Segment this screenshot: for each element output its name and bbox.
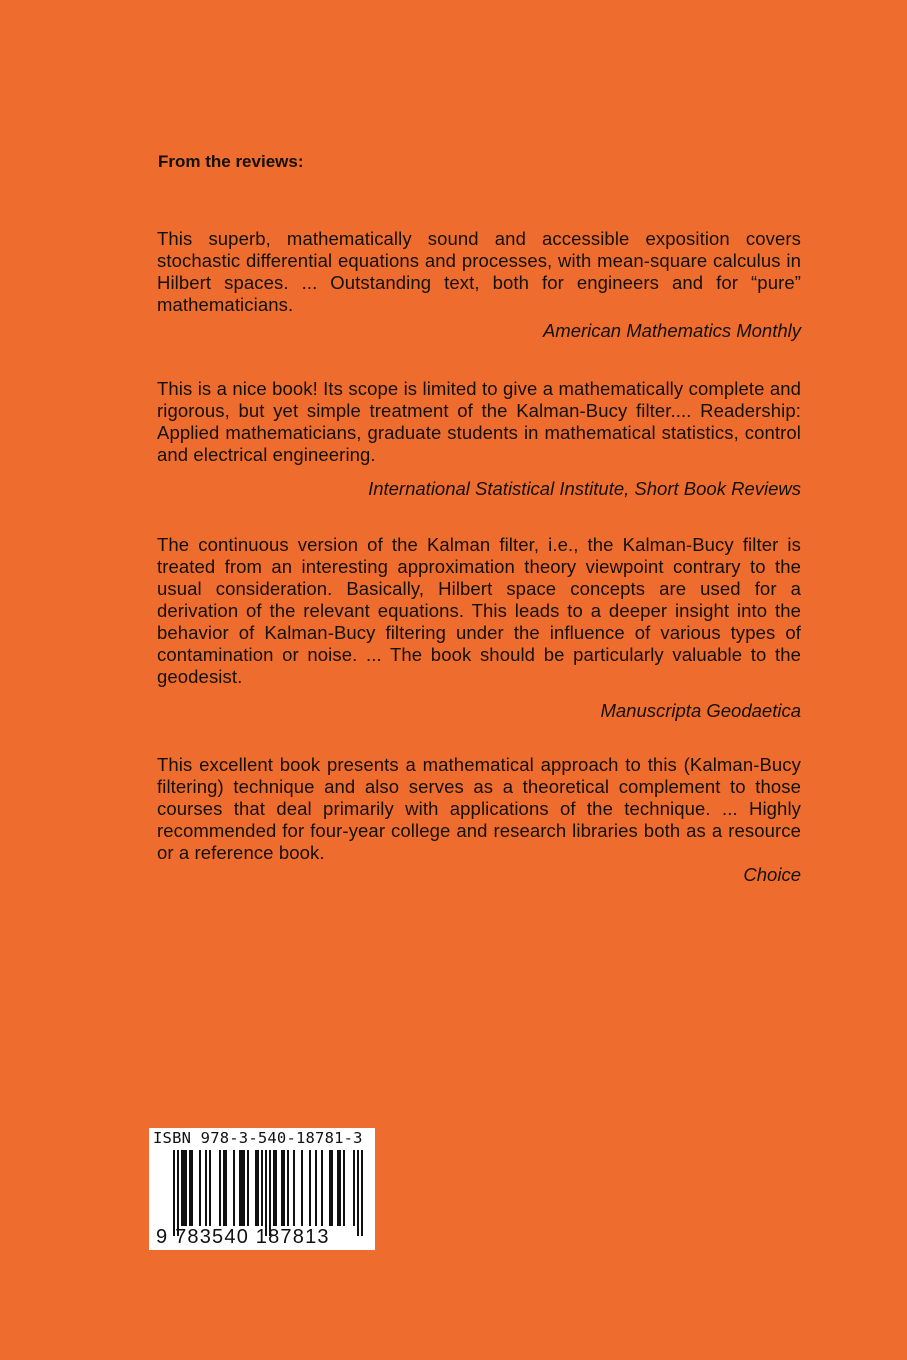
barcode-bar (205, 1150, 207, 1226)
review-source: International Statistical Institute, Short Book Reviews (368, 478, 801, 499)
barcode-bar (199, 1150, 201, 1226)
review-item (157, 534, 801, 722)
barcode-bar (223, 1150, 225, 1226)
barcode-bar (315, 1150, 317, 1226)
barcode-bar (337, 1150, 339, 1226)
barcode-bar (261, 1150, 263, 1226)
review-source: American Mathematics Monthly (542, 320, 801, 341)
barcode-bar (287, 1150, 289, 1226)
barcode-bar (183, 1150, 185, 1226)
barcode-bar (293, 1150, 295, 1226)
barcode-bar (209, 1150, 211, 1226)
review-item (157, 228, 801, 342)
review-text: This superb, mathematically sound and accessible exposition covers stochastic differential equations and processes, with mean-square calculus in Hilbert spaces. ... Outstanding text, both for engineers and for “pure” mathematicians. (157, 228, 801, 315)
review-source: Choice (743, 864, 801, 885)
barcode-bar (247, 1150, 249, 1226)
review-text: This excellent book presents a mathematical approach to this (Kalman-Bucy filtering) technique and also serves as a theoretical complement to those courses that deal primarily with applications of the technique. ... Highly recommended for four-year college and research libraries both as a resource or a reference book. (157, 754, 801, 863)
barcode-bar (241, 1150, 243, 1226)
barcode-bar (321, 1150, 323, 1226)
barcode-bar (353, 1150, 355, 1226)
barcode-bar (339, 1150, 341, 1226)
barcode-bar (189, 1150, 191, 1226)
barcode-bar (331, 1150, 333, 1226)
isbn-label: ISBN 978-3-540-18781-3 (153, 1129, 363, 1147)
barcode-bar (185, 1150, 187, 1226)
barcode-digits: 9 783540 187813 (156, 1226, 330, 1248)
barcode-bar (329, 1150, 331, 1226)
barcode-bar (239, 1150, 241, 1226)
reviews-heading: From the reviews: (158, 152, 304, 171)
barcode-bar (283, 1150, 285, 1226)
barcode-bar (269, 1150, 271, 1236)
barcode-bar (257, 1150, 259, 1226)
barcode-bar (343, 1150, 345, 1226)
barcode-bar (309, 1150, 311, 1226)
isbn-barcode (149, 1128, 375, 1250)
review-text: This is a nice book! Its scope is limited to give a mathematically complete and rigorous, but yet simple treatment of the Kalman-Bucy filter.... Readership: Applied mathematicians, graduate students in mathematical statistics, control and electrical engineering. (157, 378, 801, 465)
review-item (157, 754, 801, 886)
barcode-bar (243, 1150, 245, 1226)
review-item (157, 378, 801, 500)
barcode-bar (357, 1150, 359, 1236)
barcode-bar (265, 1150, 267, 1236)
review-source: Manuscripta Geodaetica (600, 700, 801, 721)
barcode-bar (361, 1150, 363, 1236)
barcode-bar (181, 1150, 183, 1226)
review-text: The continuous version of the Kalman filter, i.e., the Kalman-Bucy filter is treated from an interesting approximation theory viewpoint contrary to the usual consideration. Basically, Hilbert space concepts are used for a derivation of the relevant equations. This leads to a deeper insight into the behavior of Kalman-Bucy filtering under the influence of various types of contamination or noise. ... The book should be particularly valuable to the geodesist. (157, 534, 801, 687)
barcode-bar (275, 1150, 277, 1226)
barcode-bar (281, 1150, 283, 1226)
barcode-bar (191, 1150, 193, 1226)
barcode-bar (177, 1150, 179, 1236)
barcode-bar (301, 1150, 303, 1226)
barcode-bar (219, 1150, 221, 1226)
barcode-bar (173, 1150, 175, 1236)
barcode-bar (225, 1150, 227, 1226)
barcode-bar (233, 1150, 235, 1226)
barcode-bar (273, 1150, 275, 1226)
reviews-list (157, 228, 801, 886)
barcode-bar (255, 1150, 257, 1226)
